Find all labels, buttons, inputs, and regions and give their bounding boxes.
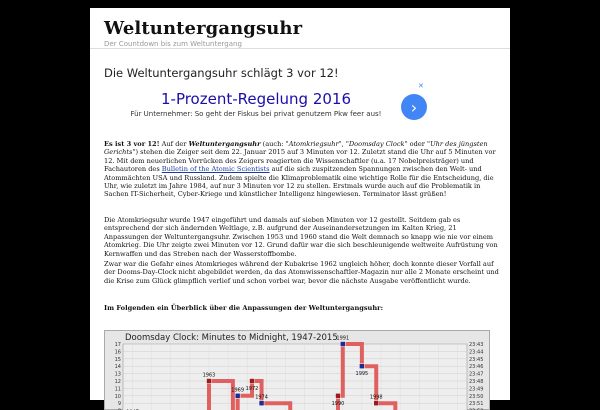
data-point-marker [340, 342, 345, 347]
data-point-marker [235, 393, 240, 398]
clock-name: Weltuntergangsuhr [189, 140, 261, 148]
text-run: ", " [339, 140, 349, 148]
post-title: Die Weltuntergangsuhr schlägt 3 vor 12! [104, 66, 500, 80]
data-point-marker [374, 401, 379, 406]
text-run: Auf der [160, 140, 189, 148]
y-tick-label-right: 23:49 [469, 386, 483, 392]
doomsday-chart [104, 330, 490, 410]
alias-text: Atomkriegsuhr [289, 140, 339, 148]
ad-open-button[interactable] [401, 94, 427, 120]
y-tick-label-right: 23:44 [469, 349, 483, 355]
site-tagline: Der Countdown bis zum Weltuntergang [104, 40, 500, 48]
data-label: 1990 [332, 401, 345, 407]
bulletin-link[interactable]: Bulletin of the Atomic Scientists [162, 165, 270, 173]
y-tick-label-left: 9 [118, 401, 121, 407]
chart-title: Doomsday Clock: Minutes to Midnight, 1947-2015 [125, 333, 338, 343]
y-tick-label-right: 23:47 [469, 372, 483, 378]
text-run: (auch: " [261, 140, 289, 148]
y-tick-label-left: 15 [115, 357, 121, 363]
y-tick-label-left: 16 [115, 349, 121, 355]
data-label: 1963 [203, 373, 216, 379]
header-divider [90, 48, 510, 49]
data-point-marker [259, 401, 264, 406]
data-point-marker [359, 364, 364, 369]
y-tick-label-left: 12 [115, 379, 121, 385]
post-content [104, 66, 500, 80]
alias-text: Doomsday Clock [349, 140, 405, 148]
y-tick-label-right: 23:45 [469, 357, 483, 363]
text-run: auf die sich zuspitzenden Spannungen zwischen den Welt- und Atommächten USA und Russland. Zudem spielte die Klimaproblematik eine wichtige Rolle für die Entscheidung, die Uhr, wie zuletzt im Jahre 1984, auf nur 3 Minuten vor 12 zu stellen. Erstmals wurde auch auf die Problematik in Sachen IT-Sicherheit, Cyber-Kriege und künstlicher Intelligenz hingewiesen. Terminator lässt grüßen! [104, 165, 494, 198]
alias-text: Uhr des jüngsten Gerichts [104, 140, 488, 156]
data-point-marker [250, 379, 255, 384]
advertisement[interactable] [106, 90, 494, 126]
ad-close-icon[interactable]: ✕ [418, 82, 428, 92]
y-tick-label-right: 23:48 [469, 379, 483, 385]
y-tick-label-left: 14 [115, 364, 121, 370]
chart-canvas [105, 331, 489, 409]
data-label: 1995 [356, 371, 369, 377]
y-tick-label-left: 17 [115, 342, 121, 348]
data-label: 1972 [246, 386, 259, 392]
y-tick-label-right: 23:50 [469, 394, 483, 400]
data-point-marker [336, 393, 341, 398]
article-paragraph-4: Im Folgenden ein Überblick über die Anpassungen der Weltuntergangsuhr: [104, 304, 500, 312]
page [90, 8, 510, 400]
data-label: 1974 [255, 395, 268, 401]
article-paragraph-1 [104, 140, 500, 199]
data-label: 1998 [370, 395, 383, 401]
article-paragraph-2: Die Atomkriegsuhr wurde 1947 eingeführt und damals auf sieben Minuten vor 12 gestellt. Seitdem gab es entsprechend der sich ändernden Weltlage, z.B. aufgrund der Auseinandersetzungen im Kalten Krieg, 21 Anpassungen der Weltuntergangsuhr. Zwischen 1953 und 1960 stand die Welt demnach so knapp wie nie vor einem Atomkrieg. Die Uhr zeigte zwei Minuten vor 12. Grund dafür war die sich beschleunigende weltweite Aufrüstung von Kernwaffen und das Streben nach der Wasserstoffbombe. [104, 216, 500, 258]
site-header [104, 18, 500, 48]
y-tick-label-left: 10 [115, 394, 121, 400]
plot-area [123, 344, 467, 410]
y-tick-label-right: 23:43 [469, 342, 483, 348]
data-point-marker [207, 379, 212, 384]
site-title[interactable]: Weltuntergangsuhr [104, 18, 500, 39]
y-tick-label-left: 11 [115, 386, 121, 392]
text-run: ") stehen die Zeiger seit dem 22. Januar 2015 auf 3 Minuten vor 12. Zuletzt stand die Uhr auf 5 Minuten vor 12. Mit dem neuerlichen Vorrücken des Zeigers reagierten die Wissenschaftler (u.a. 17 Nobelpreisträger) und Fachautoren des [104, 148, 496, 173]
text-run: " oder " [405, 140, 431, 148]
lead-text: Es ist 3 vor 12! [104, 140, 160, 148]
article-paragraph-3: Zwar war die Gefahr eines Atomkrieges während der Kubakrise 1962 ungleich höher, doch konnte dieser Vorfall auf der Dooms-Day-Clock nicht abgebildet werden, da das Atomwissenschaftler-Magazin nur alle 2 Monate erscheint und die Krise zum Glück glimpflich verlief und schon vorbei war, bevor die nächste Ausgabe veröffentlicht wurde. [104, 260, 500, 285]
ad-headline[interactable]: 1-Prozent-Regelung 2016 [106, 90, 406, 108]
data-label: 1991 [336, 336, 349, 342]
ad-description[interactable]: Für Unternehmer: So geht der Fiskus bei privat genutzem Pkw feer aus! [106, 110, 406, 118]
data-label: 1969 [231, 387, 244, 393]
y-tick-label-left: 13 [115, 372, 121, 378]
y-tick-label-right: 23:51 [469, 401, 483, 407]
y-tick-label-right: 23:46 [469, 364, 483, 370]
chevron-right-icon: › [411, 98, 417, 117]
